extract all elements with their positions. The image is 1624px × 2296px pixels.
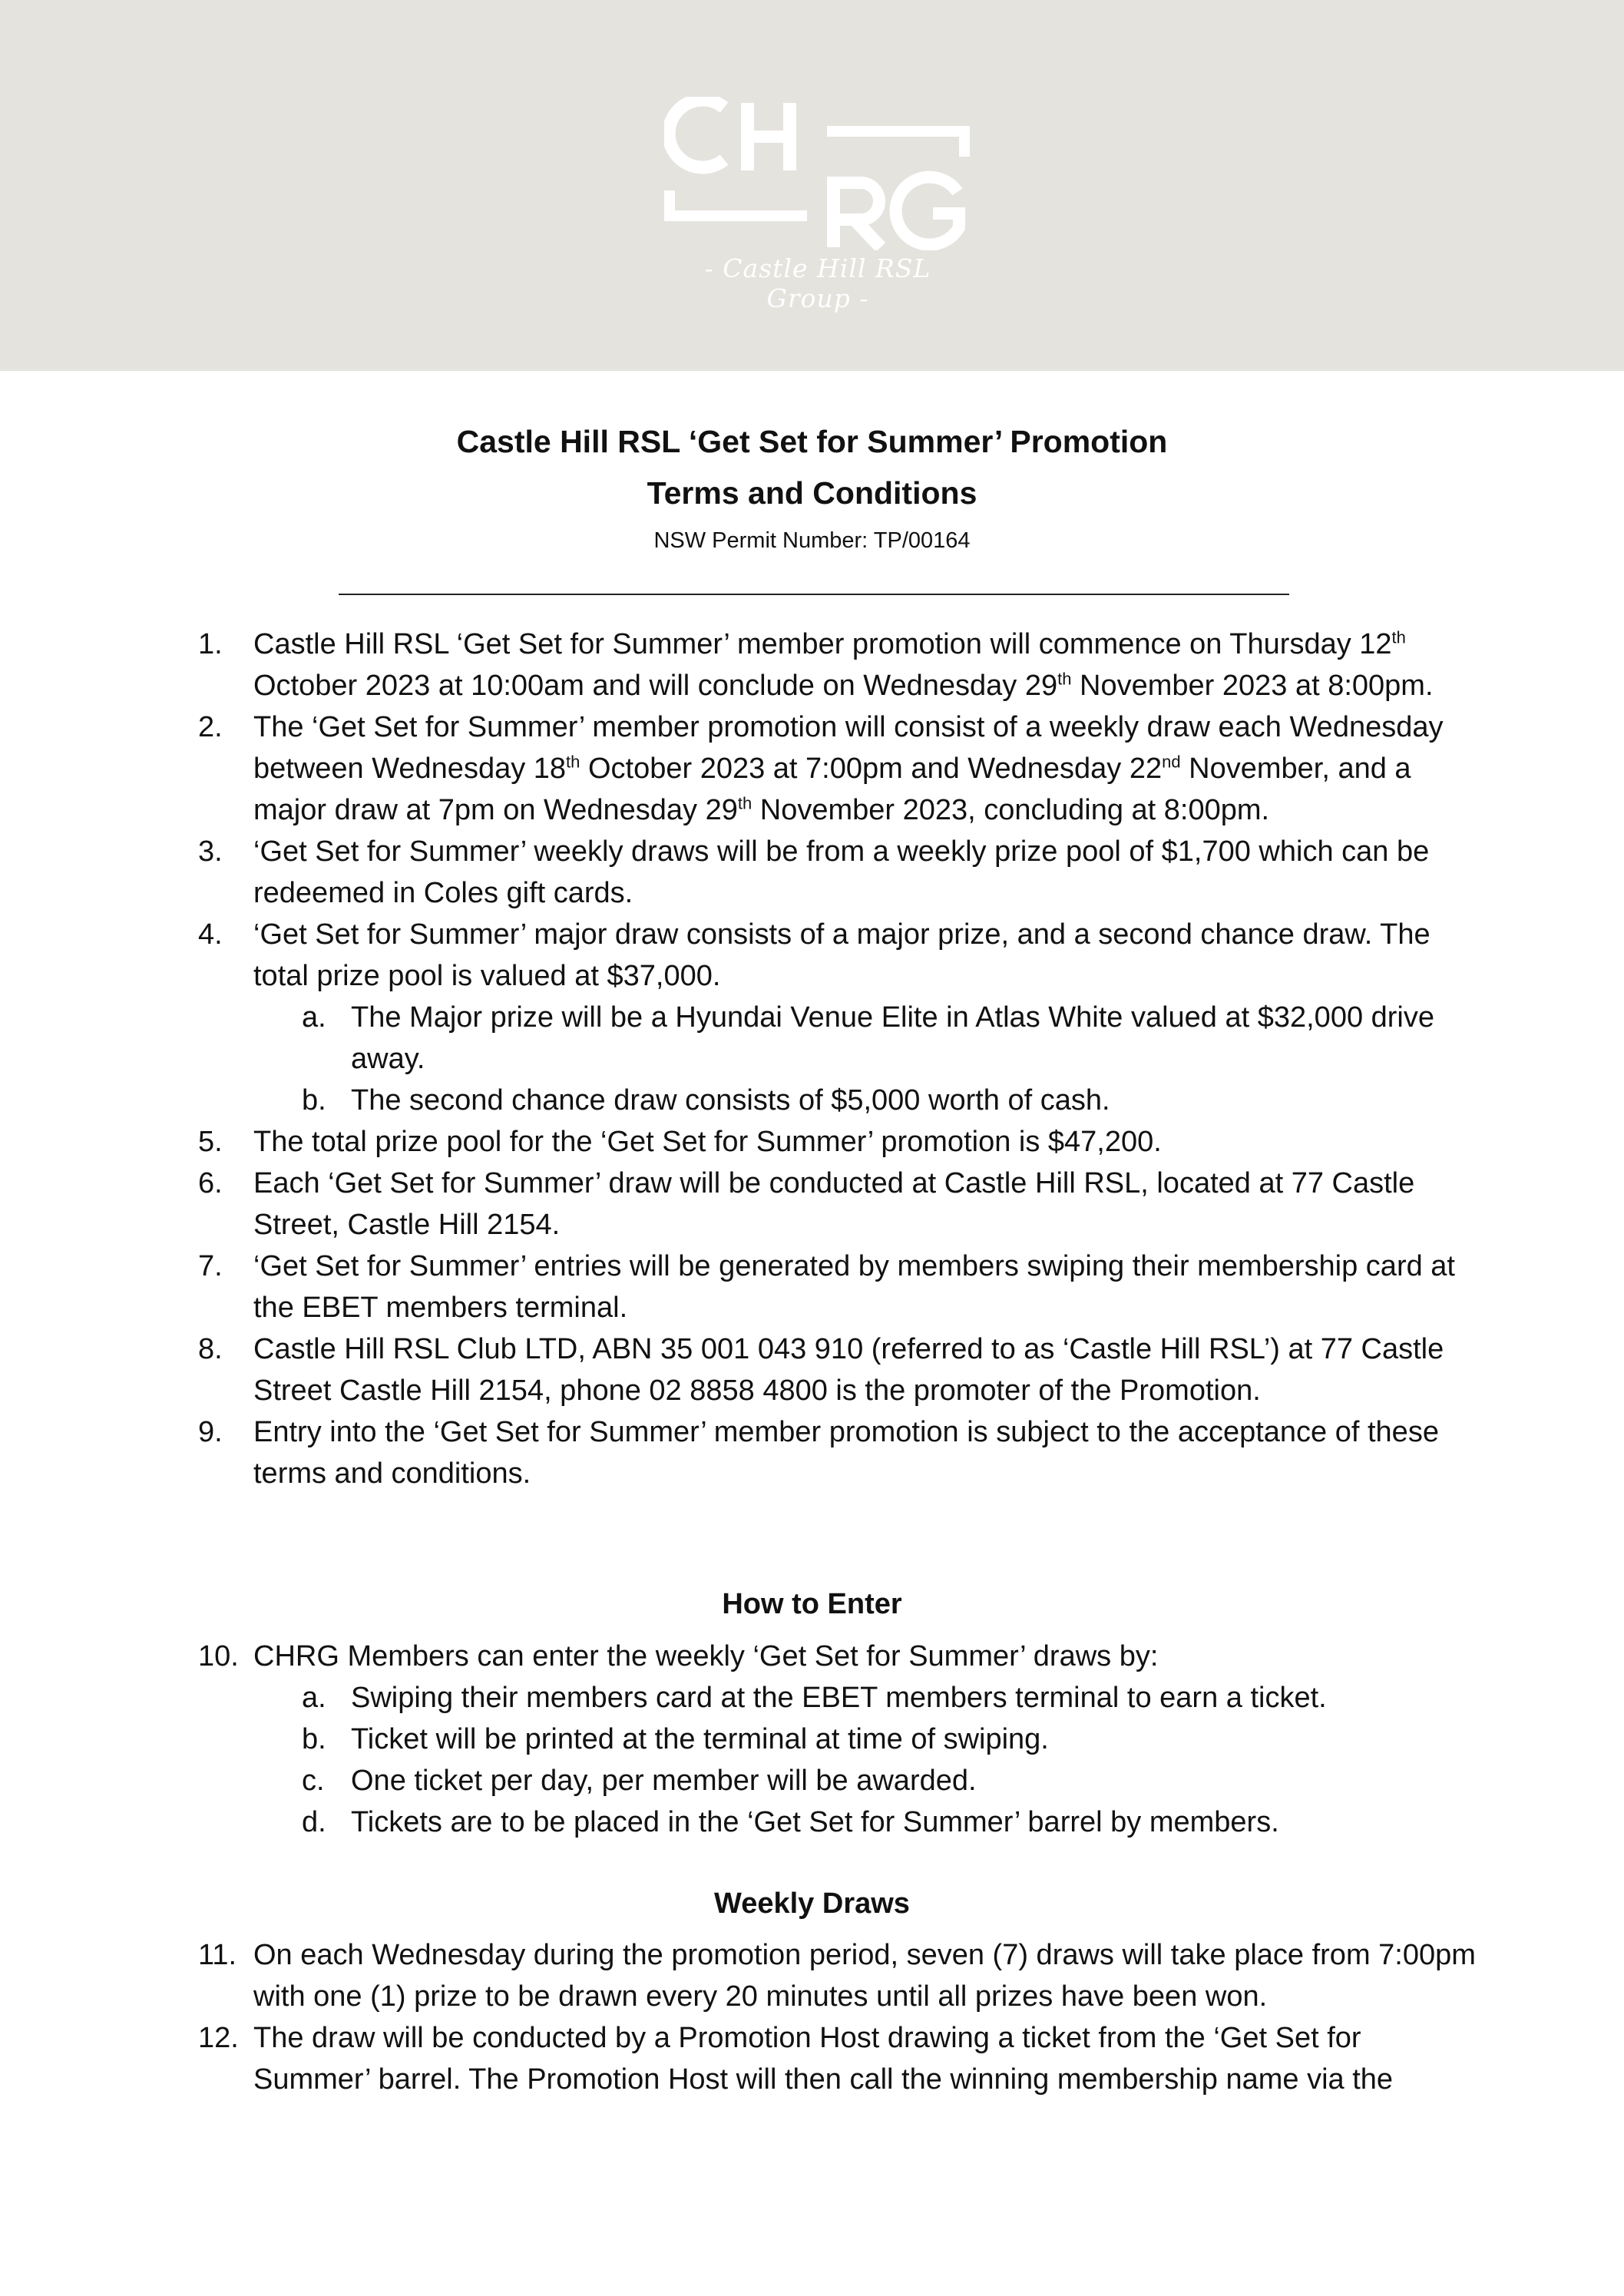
- list-item: 8. Castle Hill RSL Club LTD, ABN 35 001 043 910 (referred to as ‘Castle Hill RSL’) at 77 Castle Street Castle Hill 2154, phone 02 8858 4800 is the promoter of the Promotion.: [198, 1333, 1444, 1407]
- list-item: 9. Entry into the ‘Get Set for Summer’ member promotion is subject to the acceptance of these terms and conditions.: [198, 1416, 1439, 1490]
- section-heading-weekly-draws: Weekly Draws: [714, 1887, 910, 1920]
- sub-list-item: b. Ticket will be printed at the terminal at time of swiping.: [302, 1723, 1049, 1755]
- document-subtitle: Terms and Conditions: [647, 475, 977, 511]
- sub-list-item: c. One ticket per day, per member will be awarded.: [302, 1765, 977, 1797]
- permit-number: NSW Permit Number: TP/00164: [653, 528, 971, 553]
- list-item: 4. ‘Get Set for Summer’ major draw consists of a major prize, and a second chance draw. The total prize pool is valued at $37,000.: [198, 918, 1431, 992]
- sub-list-item: a. The Major prize will be a Hyundai Venue Elite in Atlas White valued at $32,000 drive away.: [302, 1001, 1435, 1075]
- list-item: 5. The total prize pool for the ‘Get Set for Summer’ promotion is $47,200.: [198, 1126, 1162, 1158]
- sub-list-item: b. The second chance draw consists of $5,000 worth of cash.: [302, 1084, 1110, 1117]
- list-item: 3. ‘Get Set for Summer’ weekly draws will be from a weekly prize pool of $1,700 which can be redeemed in Coles gift cards.: [198, 835, 1430, 909]
- list-item: 7. ‘Get Set for Summer’ entries will be generated by members swiping their membership card at the EBET members terminal.: [198, 1250, 1455, 1324]
- list-item: 12. The draw will be conducted by a Promotion Host drawing a ticket from the ‘Get Set for Summer’ barrel. The Promotion Host will then call the winning membership name via the: [198, 2022, 1394, 2096]
- section-heading-how-to-enter: How to Enter: [722, 1588, 902, 1620]
- chrg-logo-mark: [664, 97, 971, 250]
- header-banner: [0, 0, 1624, 371]
- document-title: Castle Hill RSL ‘Get Set for Summer’ Promotion: [456, 424, 1168, 459]
- logo-tagline: - Castle Hill RSL Group -: [704, 253, 931, 313]
- chrg-logo: [664, 97, 971, 313]
- list-item: 6. Each ‘Get Set for Summer’ draw will be conducted at Castle Hill RSL, located at 77 Castle Street, Castle Hill 2154.: [198, 1167, 1415, 1241]
- terms-list-how-to-enter: [0, 1636, 1624, 1843]
- terms-list-part-1: [0, 624, 1624, 1494]
- list-item: 11. On each Wednesday during the promotion period, seven (7) draws will take place from 7:00pm with one (1) prize to be drawn every 20 minutes until all prizes have been won.: [198, 1939, 1476, 2013]
- sub-list-item: a. Swiping their members card at the EBET members terminal to earn a ticket.: [302, 1682, 1327, 1714]
- list-item: 2. The ‘Get Set for Summer’ member promotion will consist of a weekly draw each Wednesday between Wednesday 18th October 2023 at 7:00pm and Wednesday 22nd November, and a major draw at 7pm on Wednesday 29th November 2023, concluding at 8:00pm.: [198, 711, 1444, 826]
- sub-list-item: d. Tickets are to be placed in the ‘Get Set for Summer’ barrel by members.: [302, 1806, 1279, 1838]
- list-item: 10. CHRG Members can enter the weekly ‘Get Set for Summer’ draws by:: [198, 1640, 1159, 1672]
- terms-list-weekly-draws: [0, 1934, 1624, 2100]
- title-divider: [339, 594, 1289, 595]
- list-item: 1. Castle Hill RSL ‘Get Set for Summer’ member promotion will commence on Thursday 12th October 2023 at 10:00am and will conclude on Wednesday 29th November 2023 at 8:00pm.: [198, 627, 1434, 702]
